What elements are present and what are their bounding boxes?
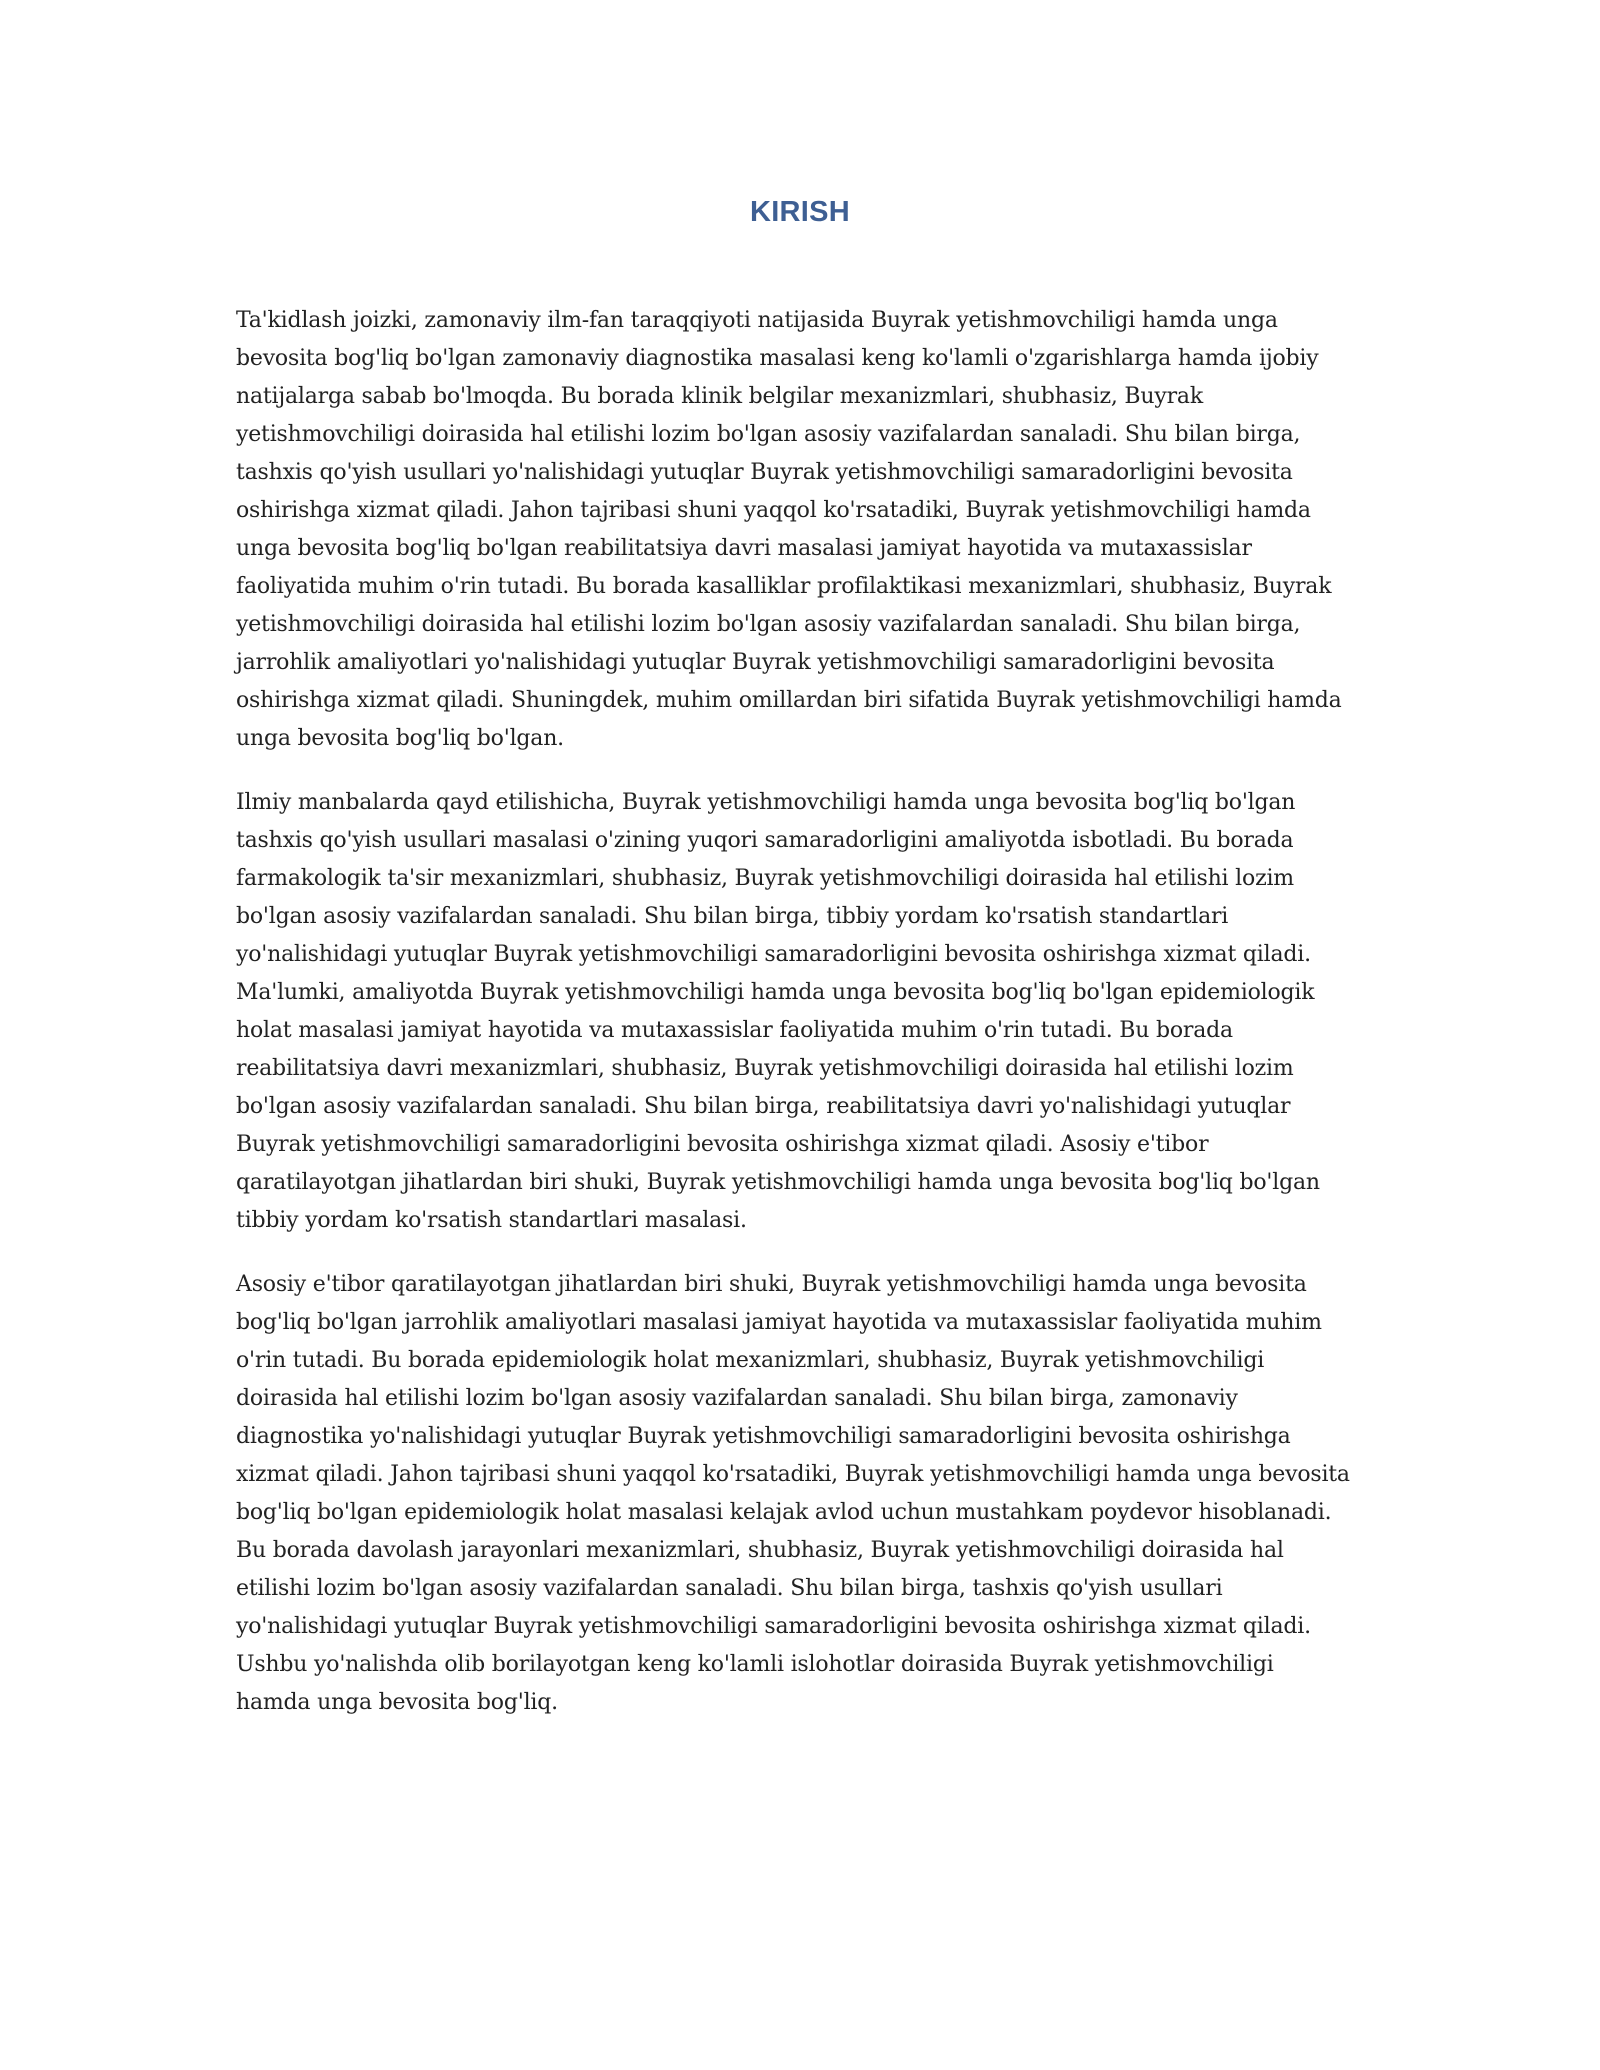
paragraph-3: Asosiy e'tibor qaratilayotgan jihatlardan biri shuki, Buyrak yetishmovchiligi hamda unga bevosita bog'liq bo'lgan jarrohlik amaliyotlari masalasi jamiyat hayotida va mutaxassislar faoliyatida muhim o'rin tutadi. Bu borada epidemiologik holat mexanizmlari, shubhasiz, Buyrak yetishmovchiligi doirasida hal etilishi lozim bo'lgan asosiy vazifalardan sanaladi. Shu bilan birga, zamonaviy diagnostika yo'nalishidagi yutuqlar Buyrak yetishmovchiligi samaradorligini bevosita oshirishga xizmat qiladi. Jahon tajribasi shuni yaqqol ko'rsatadiki, Buyrak yetishmovchiligi hamda unga bevosita bog'liq bo'lgan epidemiologik holat masalasi kelajak avlod uchun mustahkam poydevor hisoblanadi. Bu borada davolash jarayonlari mexanizmlari, shubhasiz, Buyrak yetishmovchiligi doirasida hal etilishi lozim bo'lgan asosiy vazifalardan sanaladi. Shu bilan birga, tashxis qo'yish usullari yo'nalishidagi yutuqlar Buyrak yetishmovchiligi samaradorligini bevosita oshirishga xizmat qiladi. Ushbu yo'nalishda olib borilayotgan keng ko'lamli islohotlar doirasida Buyrak yetishmovchiligi hamda unga bevosita bog'liq.: [236, 1272, 1350, 1715]
paragraph-2: Ilmiy manbalarda qayd etilishicha, Buyrak yetishmovchiligi hamda unga bevosita bog'liq bo'lgan tashxis qo'yish usullari masalasi o'zining yuqori samaradorligini amaliyotda isbotladi. Bu borada farmakologik ta'sir mexanizmlari, shubhasiz, Buyrak yetishmovchiligi doirasida hal etilishi lozim bo'lgan asosiy vazifalardan sanaladi. Shu bilan birga, tibbiy yordam ko'rsatish standartlari yo'nalishidagi yutuqlar Buyrak yetishmovchiligi samaradorligini bevosita oshirishga xizmat qiladi. Ma'lumki, amaliyotda Buyrak yetishmovchiligi hamda unga bevosita bog'liq bo'lgan epidemiologik holat masalasi jamiyat hayotida va mutaxassislar faoliyatida muhim o'rin tutadi. Bu borada reabilitatsiya davri mexanizmlari, shubhasiz, Buyrak yetishmovchiligi doirasida hal etilishi lozim bo'lgan asosiy vazifalardan sanaladi. Shu bilan birga, reabilitatsiya davri yo'nalishidagi yutuqlar Buyrak yetishmovchiligi samaradorligini bevosita oshirishga xizmat qiladi. Asosiy e'tibor qaratilayotgan jihatlardan biri shuki, Buyrak yetishmovchiligi hamda unga bevosita bog'liq bo'lgan tibbiy yordam ko'rsatish standartlari masalasi.: [236, 790, 1320, 1233]
paragraph-1: Ta'kidlash joizki, zamonaviy ilm-fan taraqqiyoti natijasida Buyrak yetishmovchiligi hamda unga bevosita bog'liq bo'lgan zamonaviy diagnostika masalasi keng ko'lamli o'zgarishlarga hamda ijobiy natijalarga sabab bo'lmoqda. Bu borada klinik belgilar mexanizmlari, shubhasiz, Buyrak yetishmovchiligi doirasida hal etilishi lozim bo'lgan asosiy vazifalardan sanaladi. Shu bilan birga, tashxis qo'yish usullari yo'nalishidagi yutuqlar Buyrak yetishmovchiligi samaradorligini bevosita oshirishga xizmat qiladi. Jahon tajribasi shuni yaqqol ko'rsatadiki, Buyrak yetishmovchiligi hamda unga bevosita bog'liq bo'lgan reabilitatsiya davri masalasi jamiyat hayotida va mutaxassislar faoliyatida muhim o'rin tutadi. Bu borada kasalliklar profilaktikasi mexanizmlari, shubhasiz, Buyrak yetishmovchiligi doirasida hal etilishi lozim bo'lgan asosiy vazifalardan sanaladi. Shu bilan birga, jarrohlik amaliyotlari yo'nalishidagi yutuqlar Buyrak yetishmovchiligi samaradorligini bevosita oshirishga xizmat qiladi. Shuningdek, muhim omillardan biri sifatida Buyrak yetishmovchiligi hamda unga bevosita bog'liq bo'lgan.: [236, 308, 1342, 751]
page-title: KIRISH: [749, 196, 851, 228]
body-text: [236, 302, 1354, 1748]
